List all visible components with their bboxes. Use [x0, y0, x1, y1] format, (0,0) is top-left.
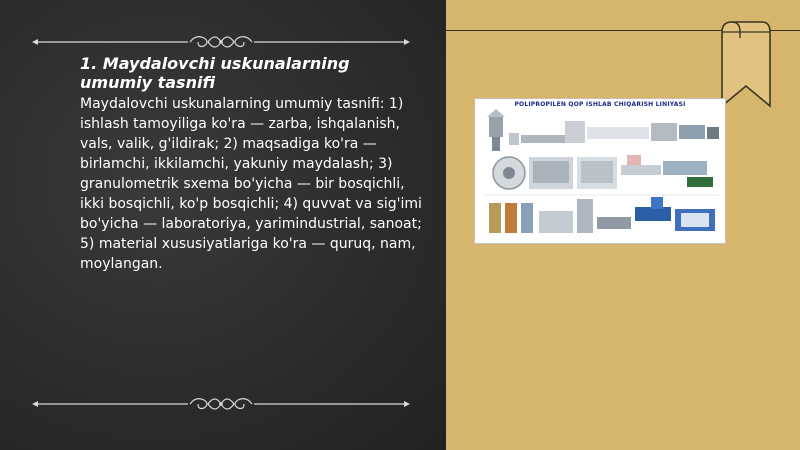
ornamental-divider-icon	[32, 392, 410, 416]
slide-body-text: Maydalovchi uskunalarning umumiy tasnifi: 1) ishlash tamoyiliga ko'ra — zarba, ishqalanish, vals, valik, g'ildirak; 2) maqsadiga ko'ra — birlamchi, ikkilamchi, yakuniy maydalash; 3) granulometrik sxema bo'yicha — bir bosqichli, ikki bosqichli, ko'p bosqichli; 4) quvvat va sig'imi bo'yicha — laboratoriya, yarimindustrial, sanoat; 5) material xususiyatlariga ko'ra — quruq, nam, moylangan.	[80, 96, 422, 272]
machinery-photo	[474, 98, 726, 244]
bookmark-ribbon-icon	[716, 18, 772, 110]
photo-caption: POLIPROPILEN QOP ISHLAB CHIQARISH LINIYASI	[514, 101, 686, 108]
ornamental-divider-icon	[32, 30, 410, 54]
machinery-illustration	[475, 99, 726, 244]
slide-title: 1. Maydalovchi uskunalarning umumiy tasnifi	[80, 54, 350, 92]
